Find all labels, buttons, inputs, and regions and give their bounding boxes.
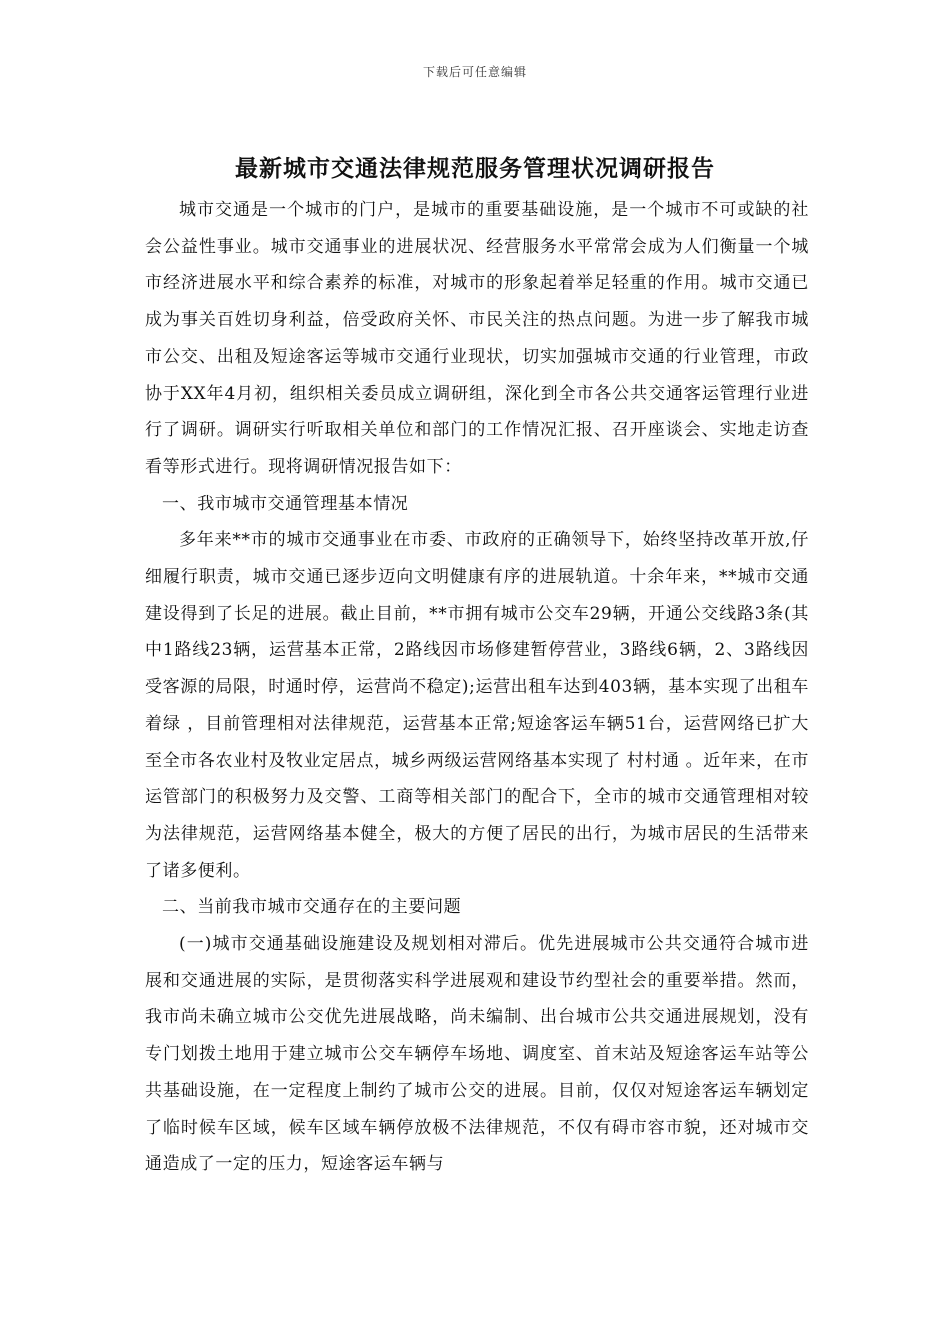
document-title: 最新城市交通法律规范服务管理状况调研报告 bbox=[235, 155, 715, 182]
paragraph-section-1: 多年来**市的城市交通事业在市委、市政府的正确领导下，始终坚持改革开放,仔细履行职责，城市交通已逐步迈向文明健康有序的进展轨道。十余年来，**城市交通建设得到了长足的进展。截止目前，**市拥有城市公交车29辆，开通公交线路3条(其中1路线23辆，运营基本正常，2路线因市场修建暂停营业，3路线6辆，2、3路线因受客源的局限，时通时停，运营尚不稳定);运营出租车达到403辆，基本实现了出租车 着绿 ，目前管理相对法律规范，运营基本正常;短途客运车辆51台，运营网络已扩大至全市各农业村及牧业定居点，城乡两级运营网络基本实现了 村村通 。近年来，在市运管部门的积极努力及交警、工商等相关部门的配合下，全市的城市交通管理相对较为法律规范，运营网络基本健全，极大的方便了居民的出行，为城市居民的生活带来了诸多便利。 bbox=[145, 530, 809, 881]
paragraph-section-2-item-1: (一)城市交通基础设施建设及规划相对滞后。优先进展城市公共交通符合城市进展和交通进展的实际，是贯彻落实科学进展观和建设节约型社会的重要举措。然而，我市尚未确立城市公交优先进展战略，尚未编制、出台城市公共交通进展规划，没有专门划拨土地用于建立城市公交车辆停车场地、调度室、首末站及短途客运车站等公共基础设施，在一定程度上制约了城市公交的进展。目前，仅仅对短途客运车辆划定了临时候车区域，候车区域车辆停放极不法律规范，不仅有碍市容市貌，还对城市交通造成了一定的压力，短途客运车辆与 bbox=[145, 934, 809, 1175]
section-heading-2: 二、当前我市城市交通存在的主要问题 bbox=[162, 897, 462, 918]
section-heading-1: 一、我市城市交通管理基本情况 bbox=[162, 493, 409, 514]
paragraph-intro: 城市交通是一个城市的门户，是城市的重要基础设施，是一个城市不可或缺的社会公益性事业。城市交通事业的进展状况、经营服务水平常常会成为人们衡量一个城市经济进展水平和综合素养的标准，对城市的形象起着举足轻重的作用。城市交通已成为事关百姓切身利益，倍受政府关怀、市民关注的热点问题。为进一步了解我市城市公交、出租及短途客运等城市交通行业现状，切实加强城市交通的行业管理，市政协于XX年4月初，组织相关委员成立调研组，深化到全市各公共交通客运管理行业进行了调研。调研实行听取相关单位和部门的工作情况汇报、召开座谈会、实地走访查看等形式进行。现将调研情况报告如下： bbox=[145, 200, 809, 477]
header-note: 下载后可任意编辑 bbox=[422, 65, 527, 79]
document-body bbox=[145, 192, 809, 1183]
